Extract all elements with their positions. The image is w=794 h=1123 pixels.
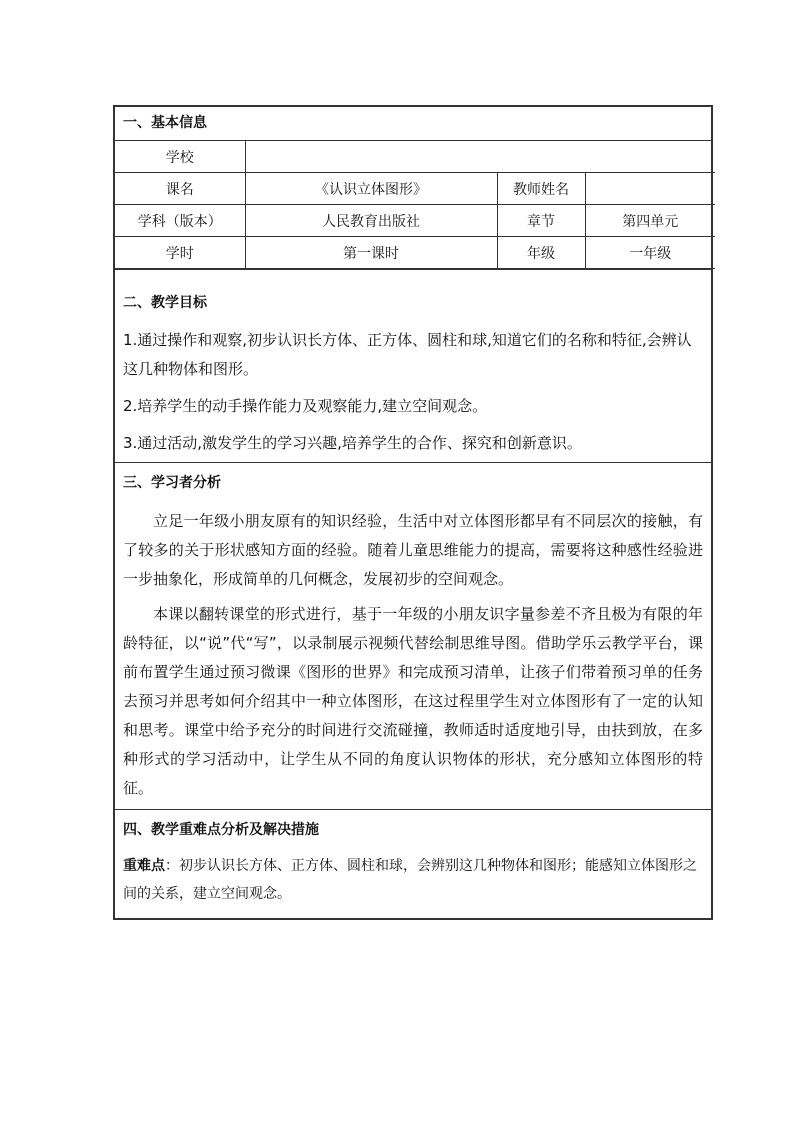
table-row	[115, 237, 715, 269]
learner-paragraph: 立足一年级小朋友原有的知识经验，生活中对立体图形都早有不同层次的接触，有了较多的关于形状感知方面的经验。随着儿童思维能力的提高，需要将这种感性经验进一步抽象化，形成简单的几何概念，发展初步的空间观念。	[123, 512, 703, 588]
section-key-points	[115, 809, 711, 918]
key-points-body: ：初步认识长方体、正方体、圆柱和球，会辨别这几种物体和图形；能感知立体图形之间的关系，建立空间观念。	[123, 858, 697, 902]
key-points-label: 重难点	[123, 858, 165, 874]
section-basic-info-title: 一、基本信息	[115, 107, 711, 141]
course-value: 《认识立体图形》	[245, 173, 497, 205]
section-goals	[115, 269, 711, 462]
period-value: 第一课时	[245, 237, 497, 269]
school-value	[245, 141, 715, 173]
section-learner-analysis	[115, 462, 711, 803]
subject-value: 人民教育出版社	[245, 205, 497, 237]
table-row	[115, 173, 715, 205]
teacher-label: 教师姓名	[497, 173, 585, 205]
course-label: 课名	[115, 173, 245, 205]
table-row	[115, 205, 715, 237]
section-key-points-title: 四、教学重难点分析及解决措施	[123, 822, 319, 838]
subject-label: 学科（版本）	[115, 205, 245, 237]
school-label: 学校	[115, 141, 245, 173]
lesson-plan-sheet	[113, 105, 713, 920]
basic-info-table	[115, 141, 715, 269]
learner-paragraph: 本课以翻转课堂的形式进行，基于一年级的小朋友识字量参差不齐且极为有限的年龄特征，以“说”代“写”，以录制展示视频代替绘制思维导图。借助学乐云教学平台，课前布置学生通过预习微课《图形的世界》和完成预习清单，让孩子们带着预习单的任务去预习并思考如何介绍其中一种立体图形，在这过程里学生对立体图形有了一定的认知和思考。课堂中给予充分的时间进行交流碰撞，教师适时适度地引导，由扶到放，在多种形式的学习活动中，让学生从不同的角度认识物体的形状，充分感知立体图形的特征。	[123, 605, 703, 797]
grade-label: 年级	[497, 237, 585, 269]
key-points-text	[115, 848, 711, 918]
goal-item: 2.培养学生的动手操作能力及观察能力,建立空间观念。	[123, 397, 488, 415]
period-label: 学时	[115, 237, 245, 269]
goal-item: 3.通过活动,激发学生的学习兴趣,培养学生的合作、探究和创新意识。	[123, 434, 582, 452]
teacher-value	[585, 173, 715, 205]
goal-item: 1.通过操作和观察,初步认识长方体、正方体、圆柱和球,知道它们的名称和特征,会辨认这几种物体和图形。	[123, 331, 692, 378]
table-row	[115, 141, 715, 173]
chapter-label: 章节	[497, 205, 585, 237]
chapter-value: 第四单元	[585, 205, 715, 237]
section-learner-analysis-title: 三、学习者分析	[123, 475, 221, 491]
section-goals-title: 二、教学目标	[123, 295, 207, 311]
grade-value: 一年级	[585, 237, 715, 269]
